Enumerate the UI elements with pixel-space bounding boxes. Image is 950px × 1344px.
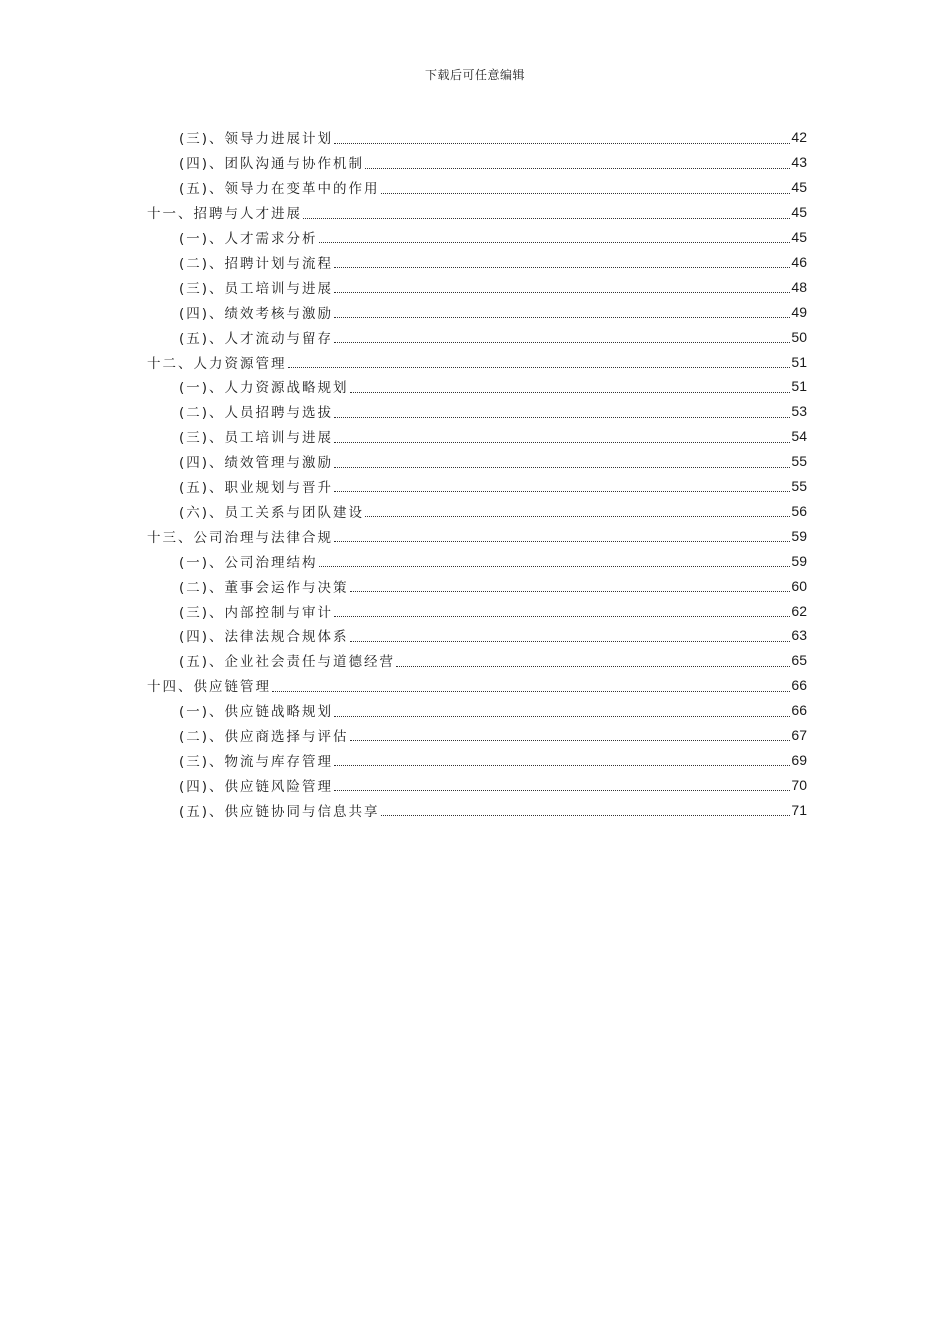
toc-entry-page-number: 45 bbox=[791, 204, 807, 221]
toc-entry-page-number: 63 bbox=[791, 627, 807, 644]
toc-dot-leader bbox=[288, 366, 791, 368]
toc-section-entry[interactable] bbox=[179, 499, 807, 524]
toc-entry-page-number: 43 bbox=[791, 154, 807, 171]
toc-entry-page-number: 55 bbox=[791, 478, 807, 495]
toc-entry-title: (一)、供应链战略规划 bbox=[179, 704, 334, 721]
toc-entry-title: (五)、领导力在变革中的作用 bbox=[179, 181, 380, 198]
toc-entry-page-number: 46 bbox=[791, 253, 807, 270]
toc-section-entry[interactable] bbox=[179, 250, 807, 275]
toc-entry-title: 十四、供应链管理 bbox=[147, 679, 271, 696]
toc-section-entry[interactable] bbox=[179, 125, 807, 150]
toc-entry-title: (二)、供应商选择与评估 bbox=[179, 729, 349, 746]
toc-entry-page-number: 67 bbox=[791, 727, 807, 744]
toc-section-entry[interactable] bbox=[179, 772, 807, 797]
toc-dot-leader bbox=[350, 391, 791, 393]
toc-entry-title: (一)、人才需求分析 bbox=[179, 231, 318, 248]
toc-section-entry[interactable] bbox=[179, 598, 807, 623]
toc-entry-title: (三)、员工培训与进展 bbox=[179, 280, 334, 297]
toc-dot-leader bbox=[381, 192, 791, 194]
toc-dot-leader bbox=[350, 739, 791, 741]
toc-entry-page-number: 55 bbox=[791, 453, 807, 470]
toc-entry-title: (二)、人员招聘与选拔 bbox=[179, 405, 334, 422]
toc-entry-title: (五)、职业规划与晋升 bbox=[179, 480, 334, 497]
toc-dot-leader bbox=[350, 640, 791, 642]
toc-section-entry[interactable] bbox=[179, 374, 807, 399]
toc-entry-title: 十三、公司治理与法律合规 bbox=[147, 529, 333, 546]
toc-section-entry[interactable] bbox=[179, 175, 807, 200]
toc-entry-title: (二)、董事会运作与决策 bbox=[179, 579, 349, 596]
toc-entry-page-number: 49 bbox=[791, 303, 807, 320]
toc-dot-leader bbox=[381, 814, 791, 816]
toc-entry-page-number: 66 bbox=[791, 677, 807, 694]
toc-dot-leader bbox=[334, 266, 790, 268]
toc-entry-title: (三)、物流与库存管理 bbox=[179, 753, 334, 770]
toc-section-entry[interactable] bbox=[179, 623, 807, 648]
toc-dot-leader bbox=[334, 441, 790, 443]
toc-chapter-entry[interactable] bbox=[147, 523, 807, 548]
toc-entry-page-number: 60 bbox=[791, 577, 807, 594]
toc-dot-leader bbox=[334, 490, 790, 492]
toc-entry-title: (四)、供应链风险管理 bbox=[179, 778, 334, 795]
toc-dot-leader bbox=[334, 316, 790, 318]
toc-entry-title: (四)、绩效考核与激励 bbox=[179, 305, 334, 322]
toc-entry-title: (一)、人力资源战略规划 bbox=[179, 380, 349, 397]
toc-section-entry[interactable] bbox=[179, 449, 807, 474]
toc-section-entry[interactable] bbox=[179, 324, 807, 349]
toc-chapter-entry[interactable] bbox=[147, 349, 807, 374]
toc-entry-title: 十一、招聘与人才进展 bbox=[147, 206, 302, 223]
toc-entry-page-number: 54 bbox=[791, 428, 807, 445]
toc-entry-page-number: 62 bbox=[791, 602, 807, 619]
toc-entry-page-number: 59 bbox=[791, 527, 807, 544]
toc-section-entry[interactable] bbox=[179, 548, 807, 573]
toc-dot-leader bbox=[334, 341, 790, 343]
toc-dot-leader bbox=[334, 764, 790, 766]
toc-section-entry[interactable] bbox=[179, 424, 807, 449]
toc-dot-leader bbox=[334, 466, 790, 468]
toc-dot-leader bbox=[319, 241, 791, 243]
toc-entry-title: (一)、公司治理结构 bbox=[179, 554, 318, 571]
toc-entry-page-number: 51 bbox=[791, 378, 807, 395]
toc-entry-page-number: 56 bbox=[791, 502, 807, 519]
toc-entry-title: (六)、员工关系与团队建设 bbox=[179, 504, 365, 521]
toc-section-entry[interactable] bbox=[179, 299, 807, 324]
toc-dot-leader bbox=[303, 217, 790, 219]
toc-section-entry[interactable] bbox=[179, 797, 807, 822]
toc-dot-leader bbox=[365, 167, 790, 169]
toc-entry-page-number: 66 bbox=[791, 702, 807, 719]
toc-section-entry[interactable] bbox=[179, 748, 807, 773]
toc-dot-leader bbox=[272, 690, 790, 692]
toc-dot-leader bbox=[319, 565, 791, 567]
toc-entry-page-number: 69 bbox=[791, 751, 807, 768]
toc-entry-page-number: 65 bbox=[791, 652, 807, 669]
toc-entry-title: 十二、人力资源管理 bbox=[147, 355, 287, 372]
toc-entry-page-number: 45 bbox=[791, 229, 807, 246]
toc-section-entry[interactable] bbox=[179, 648, 807, 673]
toc-entry-title: (三)、员工培训与进展 bbox=[179, 430, 334, 447]
toc-entry-page-number: 50 bbox=[791, 328, 807, 345]
toc-entry-title: (四)、团队沟通与协作机制 bbox=[179, 156, 365, 173]
toc-section-entry[interactable] bbox=[179, 225, 807, 250]
toc-entry-title: (三)、内部控制与审计 bbox=[179, 604, 334, 621]
toc-entry-page-number: 71 bbox=[791, 801, 807, 818]
toc-entry-page-number: 53 bbox=[791, 403, 807, 420]
toc-entry-title: (五)、供应链协同与信息共享 bbox=[179, 803, 380, 820]
toc-entry-title: (五)、企业社会责任与道德经营 bbox=[179, 654, 396, 671]
toc-dot-leader bbox=[350, 590, 791, 592]
toc-entry-page-number: 42 bbox=[791, 129, 807, 146]
toc-entry-page-number: 70 bbox=[791, 776, 807, 793]
toc-dot-leader bbox=[334, 715, 790, 717]
toc-section-entry[interactable] bbox=[179, 723, 807, 748]
toc-dot-leader bbox=[365, 515, 790, 517]
toc-section-entry[interactable] bbox=[179, 573, 807, 598]
toc-entry-title: (五)、人才流动与留存 bbox=[179, 330, 334, 347]
toc-section-entry[interactable] bbox=[179, 274, 807, 299]
toc-chapter-entry[interactable] bbox=[147, 200, 807, 225]
toc-dot-leader bbox=[334, 142, 790, 144]
toc-entry-page-number: 51 bbox=[791, 353, 807, 370]
toc-dot-leader bbox=[334, 291, 790, 293]
toc-entry-page-number: 45 bbox=[791, 179, 807, 196]
toc-dot-leader bbox=[396, 665, 790, 667]
toc-dot-leader bbox=[334, 789, 790, 791]
toc-section-entry[interactable] bbox=[179, 150, 807, 175]
toc-dot-leader bbox=[334, 615, 790, 617]
toc-entry-page-number: 48 bbox=[791, 278, 807, 295]
toc-section-entry[interactable] bbox=[179, 399, 807, 424]
toc-entry-page-number: 59 bbox=[791, 552, 807, 569]
toc-entry-title: (四)、绩效管理与激励 bbox=[179, 455, 334, 472]
toc-section-entry[interactable] bbox=[179, 474, 807, 499]
toc-dot-leader bbox=[334, 416, 790, 418]
toc-entry-title: (三)、领导力进展计划 bbox=[179, 131, 334, 148]
toc-section-entry[interactable] bbox=[179, 698, 807, 723]
toc-dot-leader bbox=[334, 540, 790, 542]
toc-chapter-entry[interactable] bbox=[147, 673, 807, 698]
toc-entry-title: (四)、法律法规合规体系 bbox=[179, 629, 349, 646]
toc-entry-title: (二)、招聘计划与流程 bbox=[179, 255, 334, 272]
header-note: 下载后可任意编辑 bbox=[424, 68, 525, 82]
